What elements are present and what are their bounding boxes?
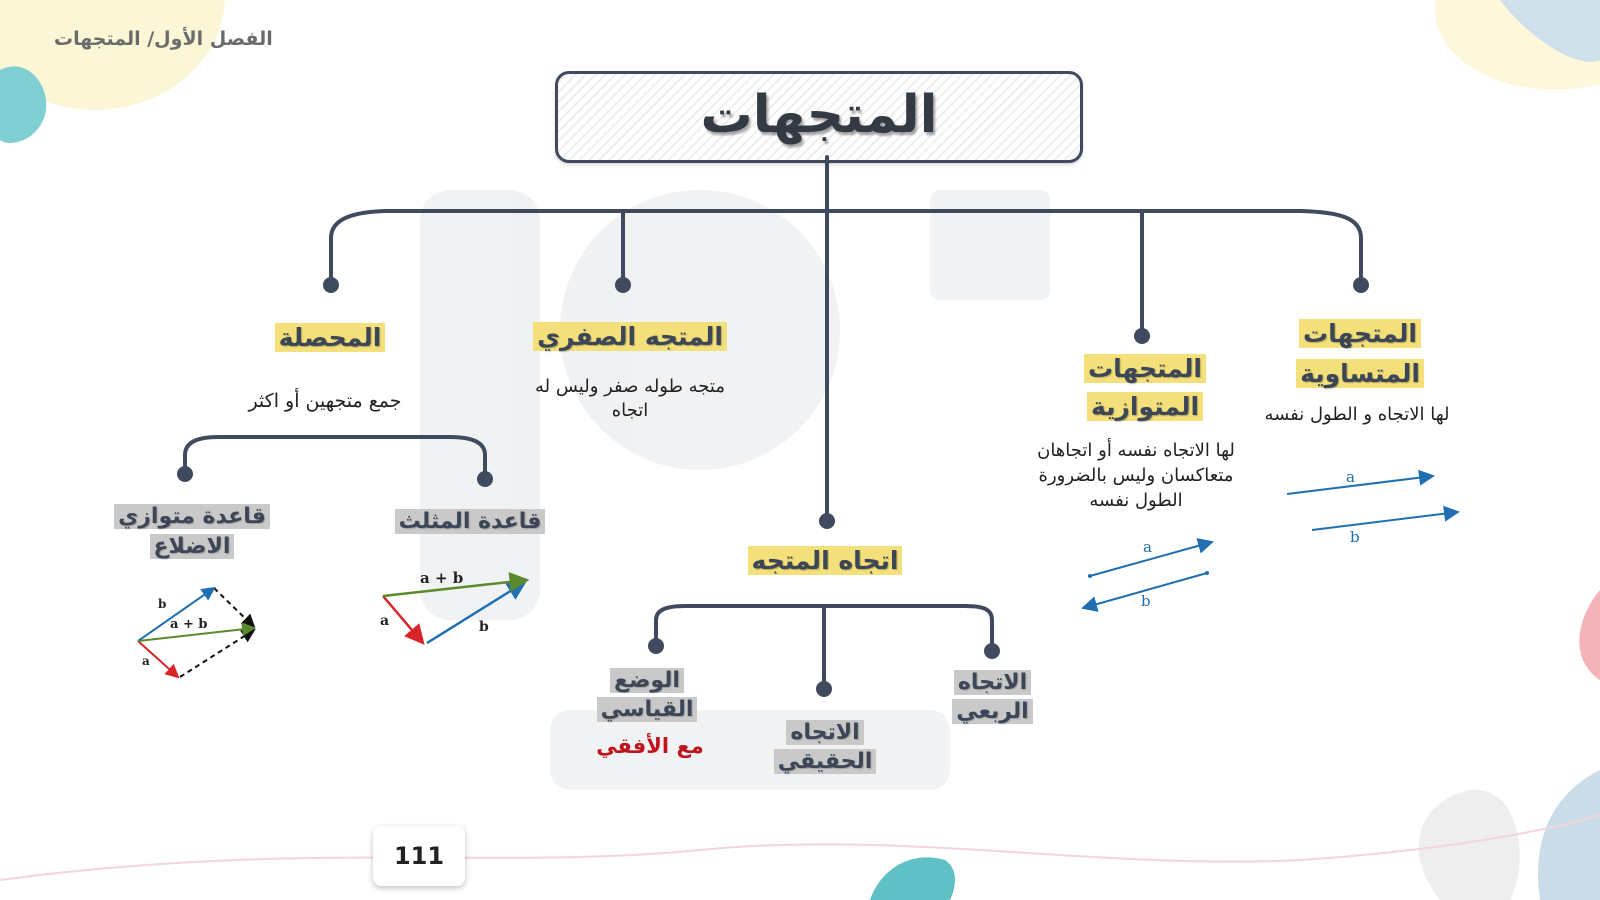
equal-vectors-description: لها الاتجاه و الطول نفسه — [1264, 404, 1450, 425]
vector-b-label: b — [158, 597, 167, 611]
parallel-vectors-description: لها الاتجاه نفسه أو اتجاهان متعاكسان وليس بالضرورة الطول نفسه — [1037, 440, 1235, 511]
vector-b-label: b — [1350, 528, 1360, 546]
resultant-label: المحصلة — [250, 317, 410, 359]
page-number: 111 — [373, 826, 465, 886]
true-bearing-label: الاتجاه الحقيقي — [770, 718, 880, 776]
parallelogram-rule-label: قاعدة متوازي الاضلاع — [112, 502, 272, 562]
equal-vectors-label: المتجهات المتساوية — [1290, 314, 1430, 394]
resultant-description: جمع متجهين أو اكثر — [248, 390, 402, 412]
triangle-rule-label: قاعدة المثلث — [385, 506, 555, 538]
sum-label: a + b — [420, 569, 464, 587]
triangle-rule-figure — [375, 563, 540, 653]
standard-position-label: الوضع القياسي — [592, 666, 702, 724]
zero-vector-description: متجه طوله صفر وليس له اتجاه — [534, 376, 725, 421]
vector-a-label: a — [380, 613, 390, 629]
vector-a-label: a — [142, 654, 150, 668]
vector-a-label: a — [1346, 468, 1355, 486]
sum-label: a + b — [170, 617, 208, 632]
equal-vectors-figure — [1280, 462, 1470, 552]
standard-position-note: مع الأفقي — [596, 734, 704, 758]
breadcrumb: الفصل الأول/ المتجهات — [54, 28, 273, 50]
parallel-vectors-label: المتجهات المتوازية — [1070, 350, 1220, 426]
parallelogram-rule-figure — [130, 580, 265, 685]
vector-b-label: b — [479, 619, 489, 635]
vector-direction-label: اتجاه المتجه — [740, 540, 910, 582]
vector-a-label: a — [1143, 538, 1152, 556]
parallel-vectors-figure — [1075, 530, 1225, 620]
page-title: المتجهات — [700, 85, 938, 145]
zero-vector-label: المتجه الصفري — [520, 314, 740, 360]
quadrant-direction-label: الاتجاه الربعي — [940, 668, 1045, 726]
vector-b-label: b — [1141, 592, 1151, 610]
